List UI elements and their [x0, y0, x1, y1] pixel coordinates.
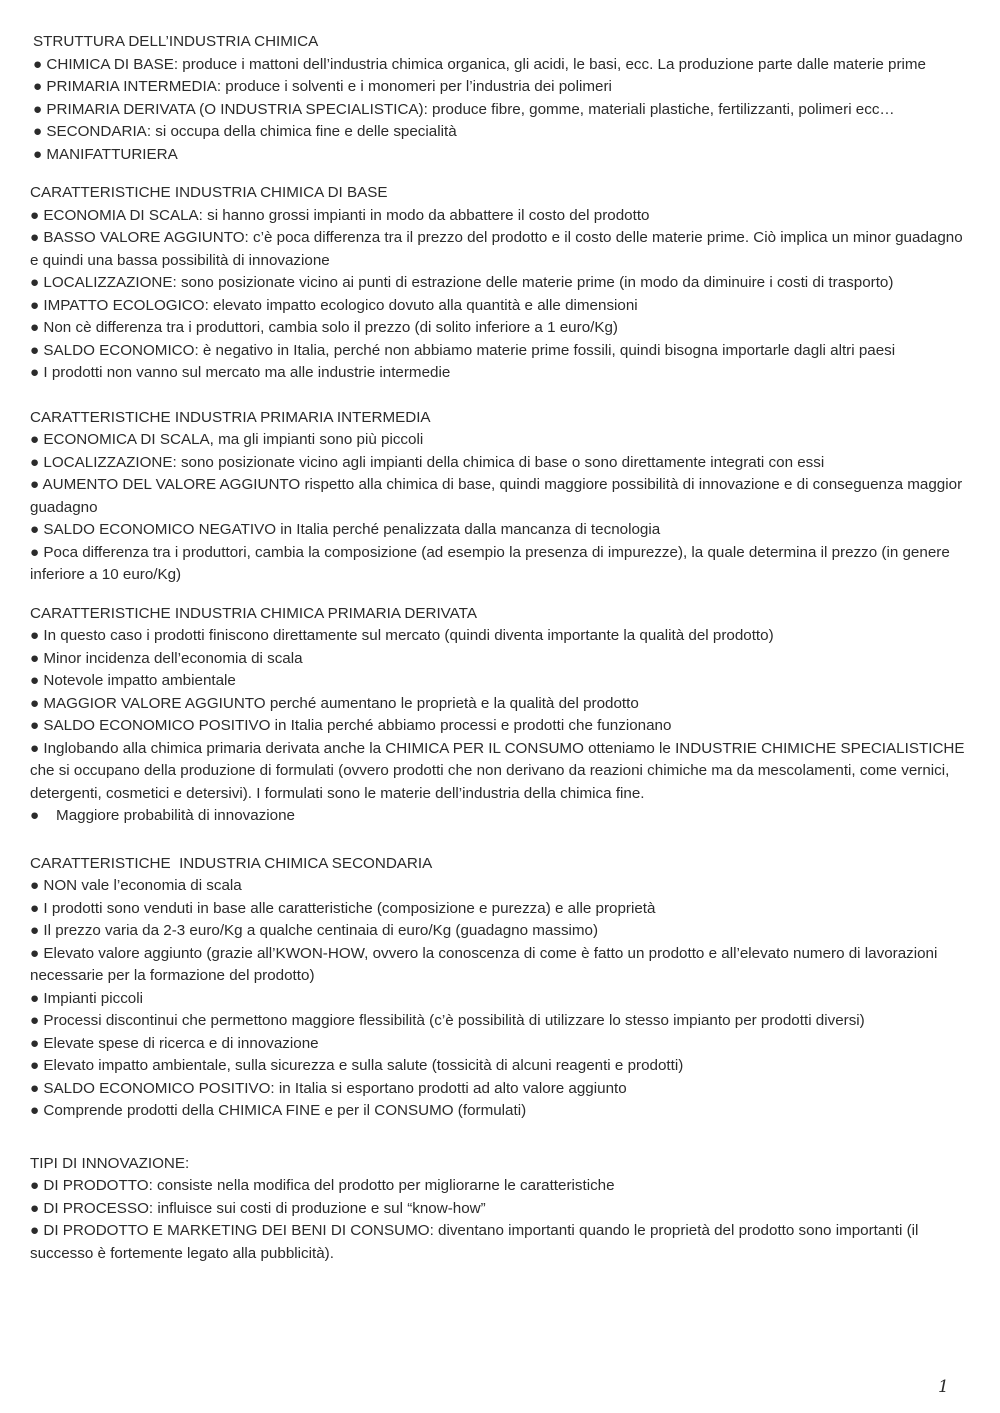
list-item: ● Inglobando alla chimica primaria derivata anche la CHIMICA PER IL CONSUMO otteniamo le INDUSTRIE CHIMICHE SPECIALISTICHE che si occupano della produzione di formulati (ovvero prodotti che non derivano da reazioni chimiche ma da mescolamenti, come vernici, detergenti, cosmetici e detersivi). I formulati sono le materie dell’industria della chimica fine.: [30, 739, 965, 802]
list-item: ● ECONOMIA DI SCALA: si hanno grossi impianti in modo da abbattere il costo del prodotto: [30, 206, 650, 224]
page-number: 1: [938, 1377, 949, 1397]
section-tipi-innovazione: [30, 1153, 970, 1266]
section-title: STRUTTURA DELL’INDUSTRIA CHIMICA: [33, 33, 319, 50]
section-title: CARATTERISTICHE INDUSTRIA CHIMICA PRIMARIA DERIVATA: [30, 604, 477, 622]
list-item: ● DI PRODOTTO: consiste nella modifica del prodotto per migliorarne le caratteristiche: [30, 1177, 615, 1194]
section-title: CARATTERISTICHE INDUSTRIA CHIMICA DI BASE: [30, 184, 388, 201]
bullet-list: [30, 1175, 970, 1265]
list-item: ● I prodotti sono venduti in base alle caratteristiche (composizione e purezza) e alle proprietà: [30, 899, 656, 917]
list-item: ● SECONDARIA: si occupa della chimica fine e delle specialità: [33, 123, 457, 140]
list-item: ● Notevole impatto ambientale: [30, 672, 236, 689]
list-item: ● PRIMARIA DERIVATA (O INDUSTRIA SPECIALISTICA): produce fibre, gomme, materiali plastiche, fertilizzanti, polimeri ecc…: [33, 100, 895, 118]
list-item: ● NON vale l’economia di scala: [30, 877, 242, 894]
section-primaria-intermedia: [30, 407, 970, 587]
list-item: ● Elevato impatto ambientale, sulla sicurezza e sulla salute (tossicità di alcuni reagenti e prodotti): [30, 1057, 684, 1074]
list-item: ● SALDO ECONOMICO: è negativo in Italia, perché non abbiamo materie prime fossili, quindi bisogna importarle dagli altri paesi: [30, 341, 896, 359]
list-item: ● SALDO ECONOMICO POSITIVO in Italia perché abbiamo processi e prodotti che funzionano: [30, 717, 672, 734]
list-item: ● Impianti piccoli: [30, 989, 143, 1007]
list-item: ● Comprende prodotti della CHIMICA FINE e per il CONSUMO (formulati): [30, 1102, 527, 1119]
list-item: ● Processi discontinui che permettono maggiore flessibilità (c’è possibilità di utilizzare lo stesso impianto per prodotti diversi): [30, 1012, 865, 1029]
list-item: ● CHIMICA DI BASE: produce i mattoni dell’industria chimica organica, gli acidi, le basi, ecc. La produzione parte dalle materie prime: [33, 55, 926, 73]
list-item: ● SALDO ECONOMICO POSITIVO: in Italia si esportano prodotti ad alto valore aggiunto: [30, 1079, 627, 1097]
list-item: ● Il prezzo varia da 2-3 euro/Kg a qualche centinaia di euro/Kg (guadagno massimo): [30, 922, 599, 939]
list-item: ● I prodotti non vanno sul mercato ma alle industrie intermedie: [30, 364, 451, 381]
list-item: ● Poca differenza tra i produttori, cambia la composizione (ad esempio la presenza di impurezze), la quale determina il prezzo (in genere inferiore a 10 euro/Kg): [30, 543, 950, 583]
bullet-list: [30, 625, 970, 828]
bullet-list: [33, 54, 970, 167]
list-item: ● BASSO VALORE AGGIUNTO: c’è poca differenza tra il prezzo del prodotto e il costo delle materie prime. Ciò implica un minor guadagno e quindi una bassa possibilità di innovazione: [30, 229, 963, 269]
list-item: ● Non cè differenza tra i produttori, cambia solo il prezzo (di solito inferiore a 1 euro/Kg): [30, 319, 618, 336]
list-item: ● DI PRODOTTO E MARKETING DEI BENI DI CONSUMO: diventano importanti quando le proprietà del prodotto sono importanti (il successo è fortemente legato alla pubblicità).: [30, 1222, 919, 1262]
section-title: CARATTERISTICHE INDUSTRIA PRIMARIA INTERMEDIA: [30, 408, 431, 426]
document-page: [30, 31, 970, 1265]
section-chimica-di-base: [30, 182, 970, 385]
list-item: ● PRIMARIA INTERMEDIA: produce i solventi e i monomeri per l’industria dei polimeri: [33, 78, 612, 95]
section-struttura: [30, 31, 970, 166]
list-item: ● IMPATTO ECOLOGICO: elevato impatto ecologico dovuto alla quantità e alle dimensioni: [30, 296, 638, 314]
list-item: ● Elevato valore aggiunto (grazie all’KWON-HOW, ovvero la conoscenza di come è fatto un prodotto e all’elevato numero di lavorazioni necessarie per la formazione del prodotto): [30, 944, 938, 984]
list-item: ● Elevate spese di ricerca e di innovazione: [30, 1034, 319, 1052]
section-title: TIPI DI INNOVAZIONE:: [30, 1154, 190, 1172]
section-primaria-derivata: [30, 603, 970, 828]
bullet-list: [30, 875, 970, 1123]
list-item: ● DI PROCESSO: influisce sui costi di produzione e sul “know-how”: [30, 1199, 486, 1217]
list-item: ● LOCALIZZAZIONE: sono posizionate vicino agli impianti della chimica di base o sono direttamente integrati con essi: [30, 453, 825, 471]
section-title: CARATTERISTICHE INDUSTRIA CHIMICA SECONDARIA: [30, 854, 433, 872]
list-item: ● MAGGIOR VALORE AGGIUNTO perché aumentano le proprietà e la qualità del prodotto: [30, 694, 639, 712]
list-item: ● SALDO ECONOMICO NEGATIVO in Italia perché penalizzata dalla mancanza di tecnologia: [30, 521, 661, 538]
bullet-list: [30, 205, 970, 385]
list-item: ● In questo caso i prodotti finiscono direttamente sul mercato (quindi diventa importante la qualità del prodotto): [30, 627, 774, 644]
list-item: ● AUMENTO DEL VALORE AGGIUNTO rispetto alla chimica di base, quindi maggiore possibilità di innovazione e di conseguenza maggior guadagno: [30, 476, 963, 516]
list-item: ● MANIFATTURIERA: [33, 145, 178, 163]
list-item: ● ECONOMICA DI SCALA, ma gli impianti sono più piccoli: [30, 431, 424, 448]
list-item: ● Minor incidenza dell’economia di scala: [30, 649, 303, 667]
list-item: ● Maggiore probabilità di innovazione: [30, 807, 295, 824]
list-item: ● LOCALIZZAZIONE: sono posizionate vicino ai punti di estrazione delle materie prime (in modo da diminuire i costi di trasporto): [30, 274, 894, 291]
section-secondaria: [30, 853, 970, 1123]
bullet-list: [30, 429, 970, 587]
